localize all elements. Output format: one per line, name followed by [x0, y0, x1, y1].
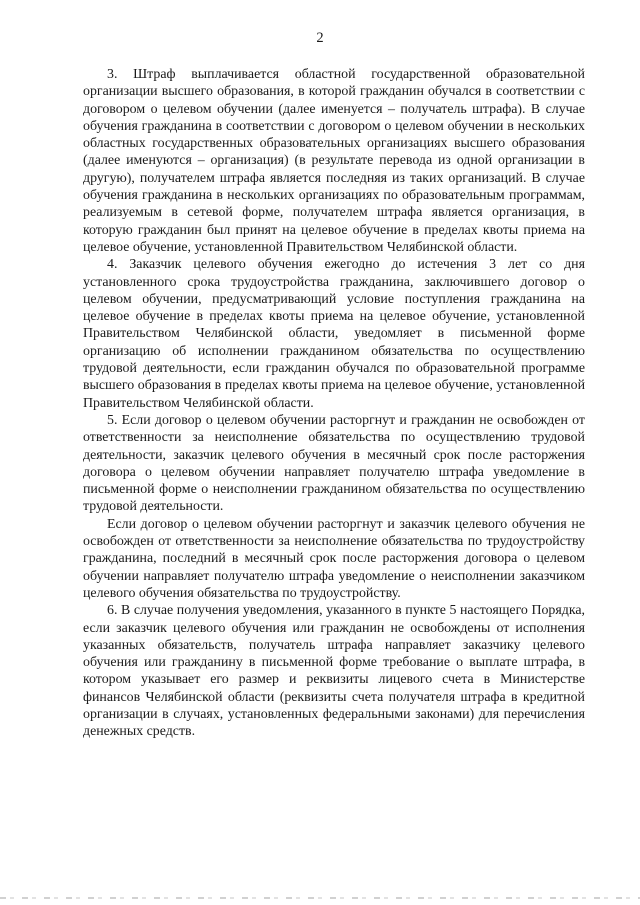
page-number: 2: [316, 30, 324, 46]
paragraph-3-fine-recipient: 3. Штраф выплачивается областной государственной образовательной организации высшего образования, в которой гражданин обучался в соответствии с договором о целевом обучении (далее именуется – получатель штрафа). В случае обучения гражданина в соответствии с договором о целевом обучении в нескольких областных государственных образовательных организациях высшего образования (далее именуются – организация) (в результате перевода из одной организации в другую), получателем штрафа является последняя из таких организаций. В случае обучения гражданина в нескольких организациях по образовательным программам, реализуемым в сетевой форме, получателем штрафа является организация, в которую гражданин был принят на целевое обучение в пределах квоты приема на целевое обучение, установленной Правительством Челябинской области.: [83, 67, 585, 255]
paragraph-4-customer-notification: 4. Заказчик целевого обучения ежегодно до истечения 3 лет со дня установленного срока трудоустройства гражданина, заключившего договор о целевом обучении, предусматривающий условие поступления гражданина на целевое обучение в пределах квоты приема на целевое обучение, установленной Правительством Челябинской области, уведомляет в письменной форме организацию об исполнении гражданином обязательства по осуществлению трудовой деятельности, если гражданин обучался по образовательной программе высшего образования в пределах квоты приема на целевое обучение, установленной Правительством Челябинской области.: [83, 257, 585, 411]
paragraph-6-payment-demand: 6. В случае получения уведомления, указанного в пункте 5 настоящего Порядка, если заказчик целевого обучения или гражданин не освобождены от исполнения указанных обязательств, получатель штрафа направляет заказчику целевого обучения или гражданину в письменной форме требование о выплате штрафа, в котором указывает его размер и реквизиты лицевого счета в Министерстве финансов Челябинской области (реквизиты счета получателя штрафа в кредитной организации в случаях, установленных федеральными законами) для перечисления денежных средств.: [83, 603, 585, 740]
paragraph-5-employer-obligation: Если договор о целевом обучении расторгнут и заказчик целевого обучения не освобожден от ответственности за неисполнение обязательства по трудоустройству гражданина, последний в месячный срок после расторжения договора о целевом обучении направляет получателю штрафа уведомление о неисполнении заказчиком целевого обучения обязательства по трудоустройству.: [83, 516, 585, 601]
scan-bottom-edge: [0, 897, 640, 899]
paragraph-5-contract-termination: 5. Если договор о целевом обучении расторгнут и гражданин не освобожден от ответственности за неисполнение обязательства по осуществлению трудовой деятельности, заказчик целевого обучения в месячный срок после расторжения договора о целевом обучении направляет получателю штрафа уведомление в письменной форме о неисполнении гражданином обязательства по осуществлению трудовой деятельности.: [83, 412, 585, 515]
document-body: [83, 66, 585, 741]
